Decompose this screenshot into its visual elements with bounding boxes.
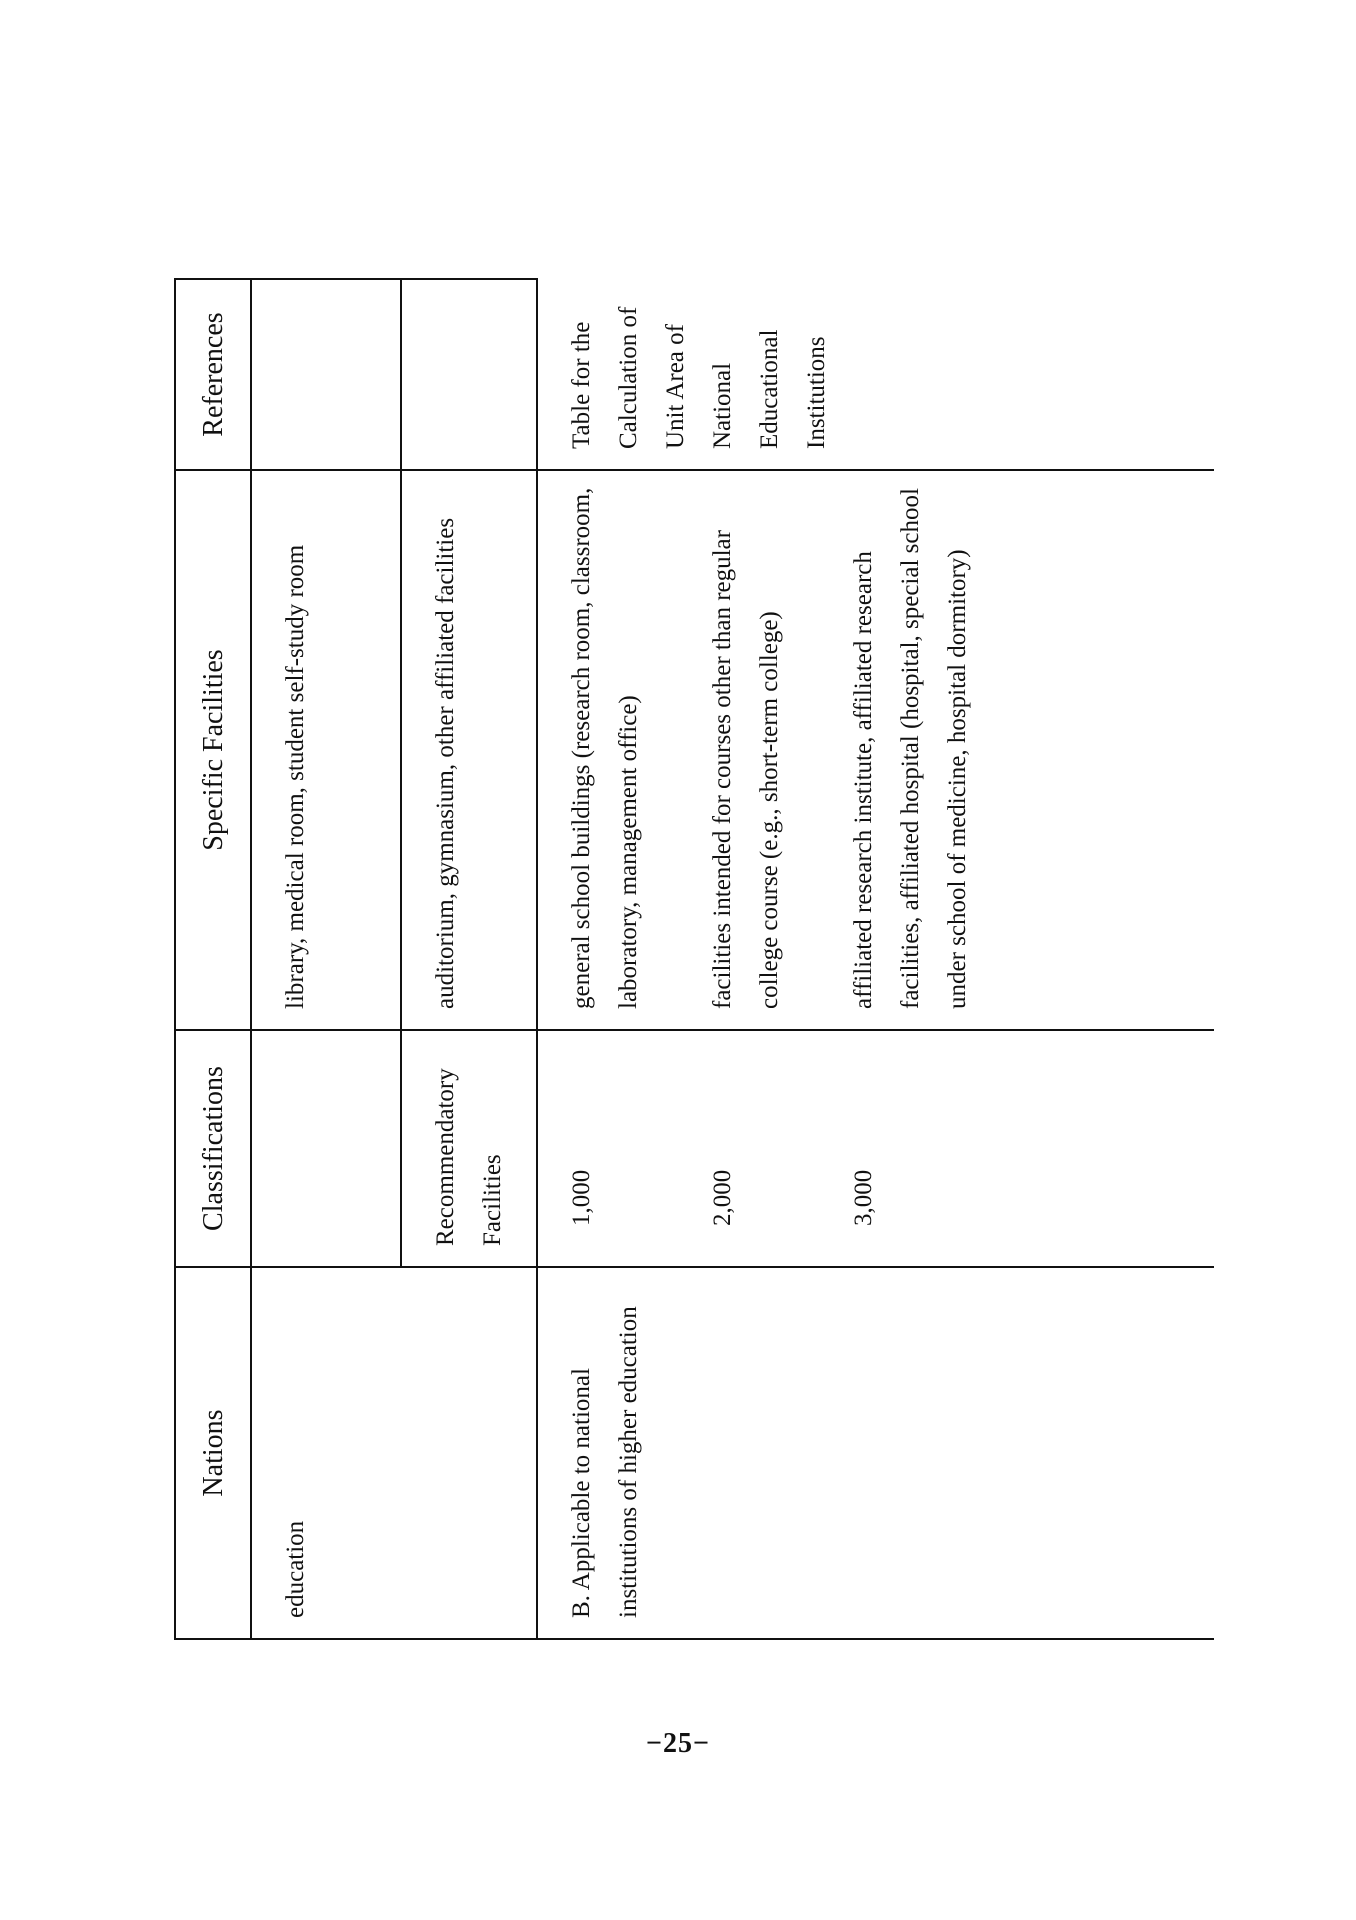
facilities-cell-auditorium: auditorium, gymnasium, other affiliated facilities	[401, 470, 537, 1030]
classification-cell-recommendatory: Recommendatory Facilities	[401, 1030, 537, 1267]
references-cell-empty-1	[251, 279, 401, 470]
page-number: −25−	[646, 1728, 710, 1759]
header-specific-facilities: Specific Facilities	[175, 470, 251, 1030]
classification-cell-empty	[251, 1030, 401, 1267]
classification-value-3000: 3,000	[850, 1169, 877, 1226]
rotated-table-container	[174, 280, 1214, 1640]
nations-text: education	[282, 1520, 309, 1618]
facilities-entry-3000: affiliated research institute, affiliated research facilities, affiliated hospital (hospital, special school under school of medicine, hospital dormitory)	[850, 488, 971, 1009]
facilities-cell-higher-education	[537, 470, 1214, 1030]
table-row	[537, 279, 1214, 1639]
facilities-table	[174, 278, 1214, 1640]
classification-value-1000: 1,000	[568, 1169, 595, 1226]
table-row	[251, 279, 401, 1639]
classification-cell-numbers	[537, 1030, 1214, 1267]
facilities-cell-library: library, medical room, student self-study room	[251, 470, 401, 1030]
header-classifications: Classifications	[175, 1030, 251, 1267]
references-cell-empty-2	[401, 279, 537, 470]
header-row	[175, 279, 251, 1639]
facilities-entry-2000: facilities intended for courses other than regular college course (e.g., short-term college)	[709, 530, 783, 1009]
header-nations: Nations	[175, 1267, 251, 1639]
header-references: References	[175, 279, 251, 470]
nations-cell-education	[251, 1267, 537, 1639]
nations-cell-higher-education: B. Applicable to national institutions of higher education	[537, 1267, 1214, 1639]
references-cell-unit-area: Table for the Calculation of Unit Area of National Educational Institutions	[537, 279, 1214, 470]
classification-value-2000: 2,000	[709, 1169, 736, 1226]
facilities-entry-1000: general school buildings (research room, classroom, laboratory, management office)	[568, 487, 642, 1009]
